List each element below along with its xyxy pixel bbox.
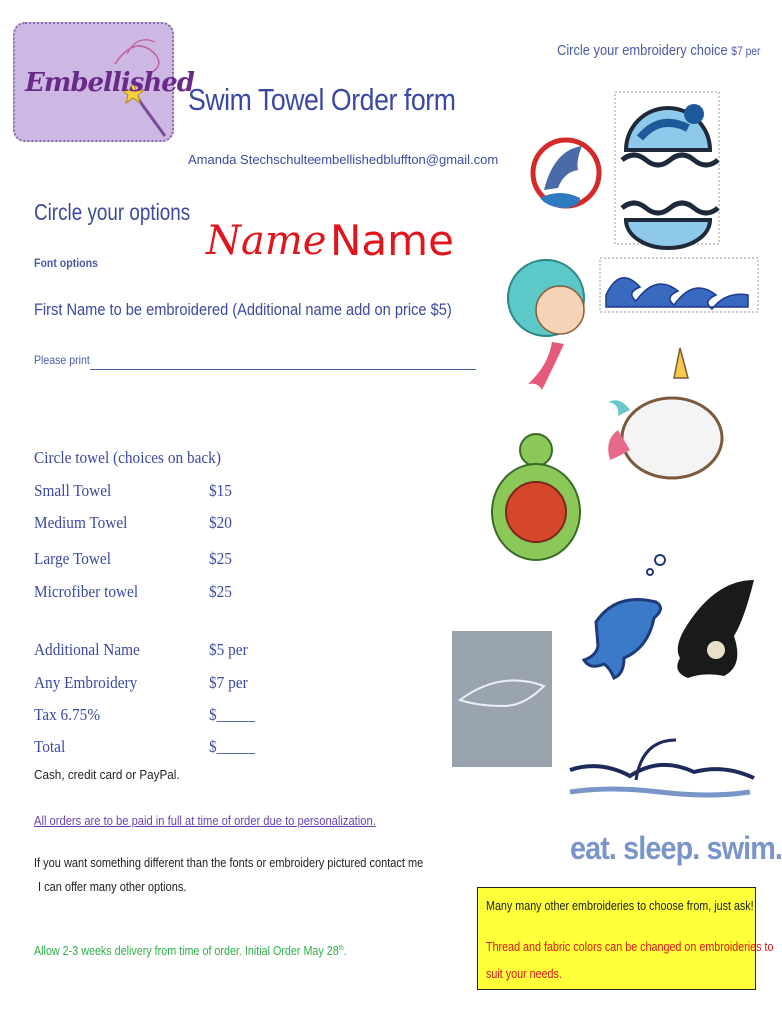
fish-icon[interactable] xyxy=(533,140,599,208)
contact-note-options: I can offer many other options. xyxy=(38,880,187,894)
turtle-icon[interactable] xyxy=(492,434,580,560)
waves-icon[interactable] xyxy=(600,258,758,312)
delivery-text: Allow 2-3 weeks delivery from time of order. Initial Order May 28 xyxy=(34,944,339,958)
towel-name: Small Towel xyxy=(34,481,112,500)
swim-logo-icon[interactable] xyxy=(570,740,754,795)
extra-price: $_____ xyxy=(209,705,255,724)
delivery-note xyxy=(34,944,347,958)
extra-name: Total xyxy=(34,737,66,756)
font-options-label: Font options xyxy=(34,256,98,270)
delivery-end: . xyxy=(343,944,347,958)
towel-price: $15 xyxy=(209,481,232,500)
orca-icon[interactable] xyxy=(677,580,754,678)
full-payment-note: All orders are to be paid in full at time of order due to personalization. xyxy=(34,813,376,828)
options-heading: Circle your options xyxy=(34,199,191,225)
extra-name: Additional Name xyxy=(34,640,140,659)
extra-name: Tax 6.75% xyxy=(34,705,101,724)
first-name-label: First Name to be embroidered (Additional name add on price $5) xyxy=(34,300,452,319)
contact-name: Amanda Stechschulte xyxy=(188,152,315,167)
embroidery-gallery xyxy=(440,80,765,880)
extra-price: $_____ xyxy=(209,737,255,756)
towel-price: $20 xyxy=(209,513,232,532)
towel-name: Medium Towel xyxy=(34,513,128,532)
towel-price: $25 xyxy=(209,582,232,601)
swim-logo-text: eat. sleep. swim. xyxy=(570,830,782,866)
contact-email: embellishedbluffton@gmail.com xyxy=(314,152,499,167)
info-box xyxy=(477,887,774,990)
contact-note: If you want something different than the fonts or embroidery pictured contact me xyxy=(34,856,424,870)
unicorn-icon[interactable] xyxy=(608,348,722,478)
info-line: Thread and fabric colors can be changed on embroideries to xyxy=(486,940,774,954)
font-sample-block: Name xyxy=(330,216,454,265)
swimmer-icon[interactable] xyxy=(615,92,719,248)
info-line: suit your needs. xyxy=(486,967,562,981)
mermaid-icon[interactable] xyxy=(508,260,584,390)
name-write-line[interactable] xyxy=(90,369,476,370)
please-print-label: Please print xyxy=(34,353,90,367)
shark-photo[interactable] xyxy=(452,631,552,767)
extra-price: $7 per xyxy=(209,673,248,692)
logo-text: Embellished xyxy=(25,68,194,98)
embroidery-choice-price: $7 per xyxy=(731,44,761,58)
brand-logo xyxy=(13,22,194,142)
delivery-ordinal: th xyxy=(338,944,344,952)
towel-name: Microfiber towel xyxy=(34,582,139,601)
towel-heading: Circle towel (choices on back) xyxy=(34,448,221,467)
font-sample-script: Name xyxy=(206,218,327,264)
embroidery-choice-label xyxy=(557,42,760,59)
dolphin-icon[interactable] xyxy=(584,555,665,678)
info-line: Many many other embroideries to choose from, just ask! xyxy=(486,899,754,913)
page-title: Swim Towel Order form xyxy=(188,82,456,117)
extra-name: Any Embroidery xyxy=(34,673,138,692)
extra-price: $5 per xyxy=(209,640,248,659)
embroidery-choice-text: Circle your embroidery choice xyxy=(557,42,728,59)
towel-price: $25 xyxy=(209,549,232,568)
towel-name: Large Towel xyxy=(34,549,111,568)
payment-note: Cash, credit card or PayPal. xyxy=(34,767,180,782)
